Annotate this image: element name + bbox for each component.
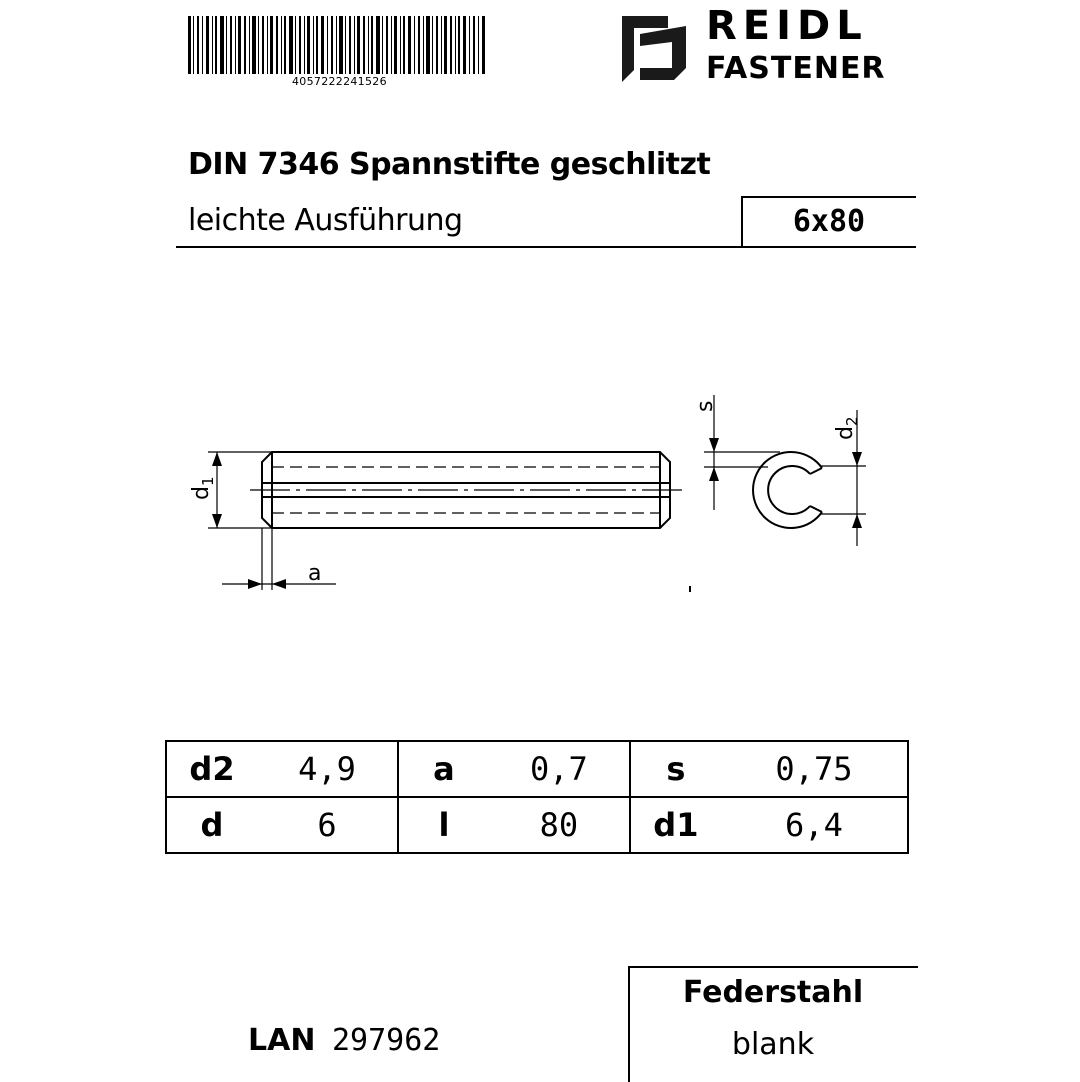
material-finish: blank bbox=[731, 1027, 815, 1062]
spec-value: 6,4 bbox=[721, 797, 908, 853]
product-size: 6x80 bbox=[792, 204, 866, 239]
lan-label: LAN bbox=[248, 1023, 316, 1058]
spec-key: d2 bbox=[166, 741, 257, 797]
product-title: DIN 7346 Spannstifte geschlitzt bbox=[188, 147, 711, 182]
label-a: a bbox=[308, 561, 322, 586]
material-name: Federstahl bbox=[682, 975, 864, 1010]
spec-key: a bbox=[398, 741, 489, 797]
brand-subname: FASTENER bbox=[706, 51, 886, 86]
spec-key: s bbox=[630, 741, 721, 797]
ring-inner bbox=[768, 466, 810, 514]
table-row bbox=[166, 797, 908, 853]
label-d2: $d_2$ bbox=[833, 416, 861, 440]
label-s: s bbox=[693, 400, 718, 412]
spec-value: 4,9 bbox=[257, 741, 398, 797]
brand-name: REIDL bbox=[706, 3, 868, 49]
spec-key: d1 bbox=[630, 797, 721, 853]
spec-value: 6 bbox=[257, 797, 398, 853]
lan-value: 297962 bbox=[332, 1023, 441, 1058]
spec-value: 0,75 bbox=[721, 741, 908, 797]
spec-table bbox=[165, 740, 909, 854]
ring-outer bbox=[753, 452, 822, 528]
spec-key: d bbox=[166, 797, 257, 853]
spec-value: 80 bbox=[489, 797, 630, 853]
label-d1: $d_1$ bbox=[189, 476, 217, 500]
spec-value: 0,7 bbox=[489, 741, 630, 797]
spec-key: l bbox=[398, 797, 489, 853]
table-row bbox=[166, 741, 908, 797]
barcode-number: 4057222241526 bbox=[292, 75, 387, 88]
product-subtitle: leichte Ausführung bbox=[188, 203, 463, 238]
